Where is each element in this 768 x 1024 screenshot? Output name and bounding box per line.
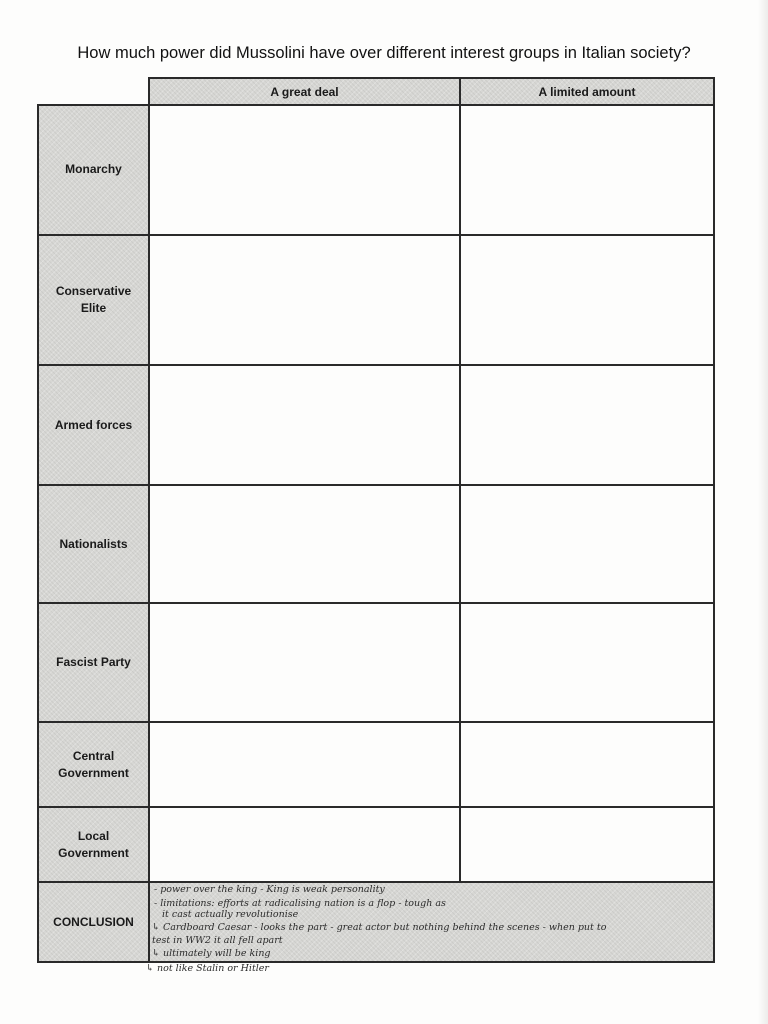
- row-label-text: Conservative: [55, 284, 132, 298]
- grid-line: [148, 77, 150, 963]
- grid-line: [37, 806, 715, 808]
- row-label-nationalists: [38, 485, 149, 603]
- header-great-deal-label: A great deal: [270, 84, 339, 99]
- handwritten-note: ↳ ultimately will be king: [152, 948, 271, 959]
- grid-line: [37, 364, 715, 366]
- row-label-armed-forces: [38, 365, 149, 485]
- row-label-text: Elite: [80, 301, 107, 315]
- grid-line: [37, 484, 715, 486]
- grid-line: [37, 881, 715, 883]
- conclusion-label: CONCLUSION: [53, 914, 134, 929]
- handwritten-note: it cast actually revolutionise: [162, 909, 299, 920]
- row-label-local-government: [38, 807, 149, 882]
- row-label-fascist-party: [38, 603, 149, 722]
- row-label-text: Local: [77, 828, 110, 843]
- row-label-text: Central: [72, 748, 115, 763]
- grid-line: [37, 721, 715, 723]
- row-label-text: Government: [58, 765, 129, 780]
- header-limited-amount-label: A limited amount: [538, 84, 636, 99]
- grid-line: [459, 77, 461, 883]
- page-edge-shadow: [758, 0, 768, 1024]
- header-limited-amount: [460, 78, 714, 106]
- row-label-monarchy: [38, 104, 149, 235]
- row-label-text: Fascist Party: [56, 655, 131, 669]
- handwritten-note: - limitations: efforts at radicalising nation is a flop - tough as: [154, 898, 446, 909]
- handwritten-note: - power over the king - King is weak personality: [154, 884, 385, 895]
- grid-line: [37, 961, 715, 963]
- row-label-text: Government: [58, 845, 129, 860]
- handwritten-note: test in WW2 it all fell apart: [152, 935, 283, 946]
- grid-line: [713, 77, 715, 963]
- grid-line: [37, 602, 715, 604]
- row-label-central-government: [38, 722, 149, 807]
- grid-line: [37, 104, 39, 963]
- handwritten-note: ↳ Cardboard Caesar - looks the part - great actor but nothing behind the scenes - when put to: [152, 922, 607, 933]
- grid-line: [37, 234, 715, 236]
- header-great-deal: [149, 78, 460, 106]
- grid-line: [149, 77, 715, 79]
- row-label-text: Armed forces: [54, 417, 133, 432]
- row-label-text: Nationalists: [59, 536, 128, 551]
- worksheet-title: How much power did Mussolini have over different interest groups in Italian society?: [77, 44, 691, 62]
- row-label-text: Monarchy: [65, 162, 122, 176]
- conclusion-label-cell: [38, 882, 149, 962]
- handwritten-note: ↳ not like Stalin or Hitler: [146, 963, 269, 974]
- row-label-conservative-elite: [38, 235, 149, 365]
- grid-line: [37, 104, 715, 106]
